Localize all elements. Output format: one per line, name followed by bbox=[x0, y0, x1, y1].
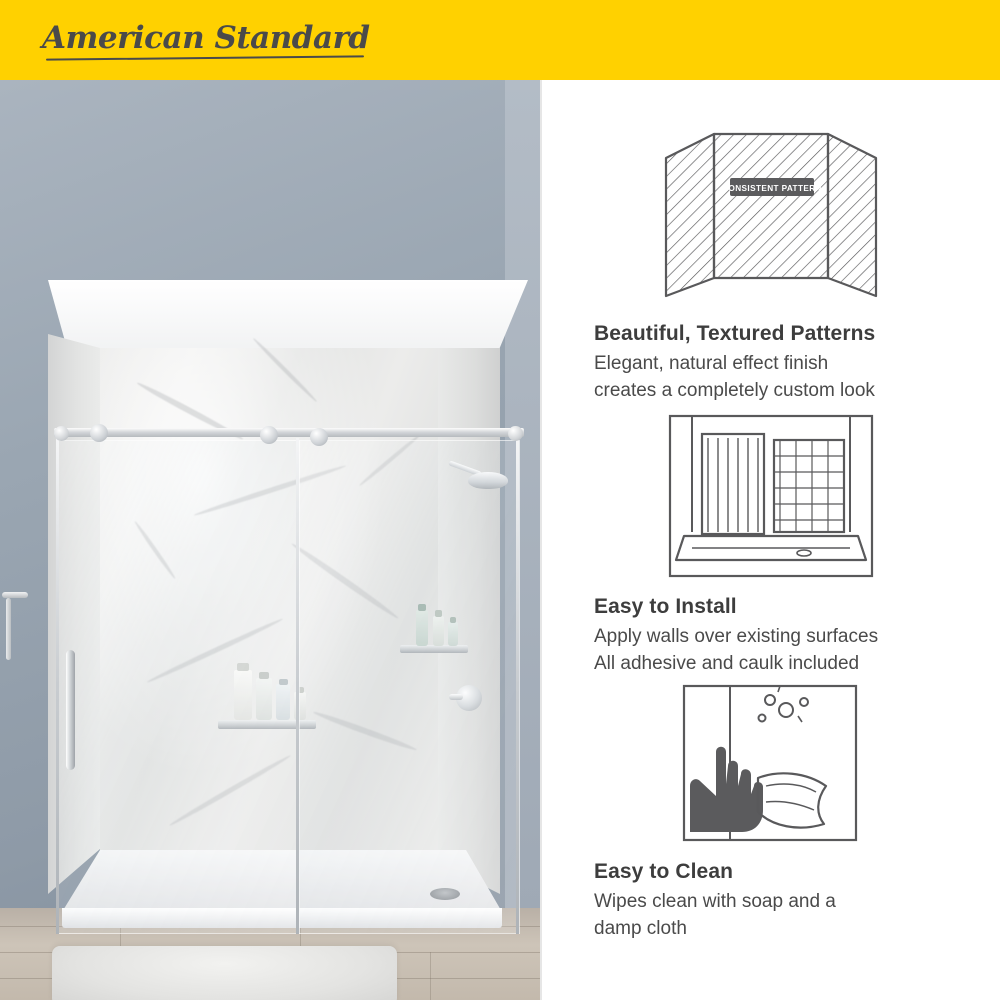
hand-wiping-cloth-icon bbox=[666, 682, 876, 844]
door-roller bbox=[90, 424, 108, 442]
door-handle[interactable] bbox=[66, 650, 75, 770]
icon-label-consistent-pattern: CONSISTENT PATTERN bbox=[722, 184, 822, 193]
shower-ceiling bbox=[48, 280, 528, 352]
brand-header-bar bbox=[0, 0, 1000, 80]
bath-mat bbox=[52, 946, 397, 1000]
wall-fixture-stem bbox=[6, 598, 11, 660]
brand-wordmark: American Standard bbox=[42, 20, 370, 56]
feature-body-1-line-2: creates a completely custom look bbox=[594, 380, 875, 401]
door-roller bbox=[310, 428, 328, 446]
feature-body-2 bbox=[594, 623, 878, 677]
feature-body-3 bbox=[594, 888, 836, 942]
rail-bracket-left bbox=[54, 426, 69, 441]
feature-body-1 bbox=[594, 350, 875, 404]
door-center-edge bbox=[296, 438, 299, 934]
feature-title-2: Easy to Install bbox=[594, 595, 737, 618]
wall-fixture-icon bbox=[2, 592, 28, 598]
shower-enclosure bbox=[48, 280, 528, 950]
sliding-glass-door-left[interactable] bbox=[58, 440, 300, 934]
shower-wall-panels-icon bbox=[656, 110, 886, 310]
rail-bracket-right bbox=[508, 426, 523, 441]
feature-item-textured-patterns bbox=[542, 110, 1000, 410]
door-roller bbox=[260, 426, 278, 444]
feature-body-1-line-1: Elegant, natural effect finish bbox=[594, 353, 829, 374]
brand-underline-flourish bbox=[46, 55, 364, 60]
feature-body-2-line-2: All adhesive and caulk included bbox=[594, 653, 860, 674]
door-left-edge bbox=[56, 438, 59, 934]
feature-title-1: Beautiful, Textured Patterns bbox=[594, 322, 876, 345]
feature-item-easy-install bbox=[542, 410, 1000, 682]
sliding-door-rail bbox=[54, 428, 524, 437]
shower-installation-icon bbox=[656, 410, 886, 582]
feature-title-3: Easy to Clean bbox=[594, 860, 734, 883]
sliding-glass-door-right[interactable] bbox=[296, 440, 520, 934]
feature-body-3-line-2: damp cloth bbox=[594, 918, 687, 939]
feature-body-2-line-1: Apply walls over existing surfaces bbox=[594, 626, 879, 647]
main-content bbox=[0, 80, 1000, 1000]
feature-list bbox=[542, 80, 1000, 1000]
product-photo bbox=[0, 80, 540, 1000]
feature-body-3-line-1: Wipes clean with soap and a bbox=[594, 891, 836, 912]
feature-item-easy-clean bbox=[542, 682, 1000, 962]
door-right-edge bbox=[516, 438, 519, 934]
